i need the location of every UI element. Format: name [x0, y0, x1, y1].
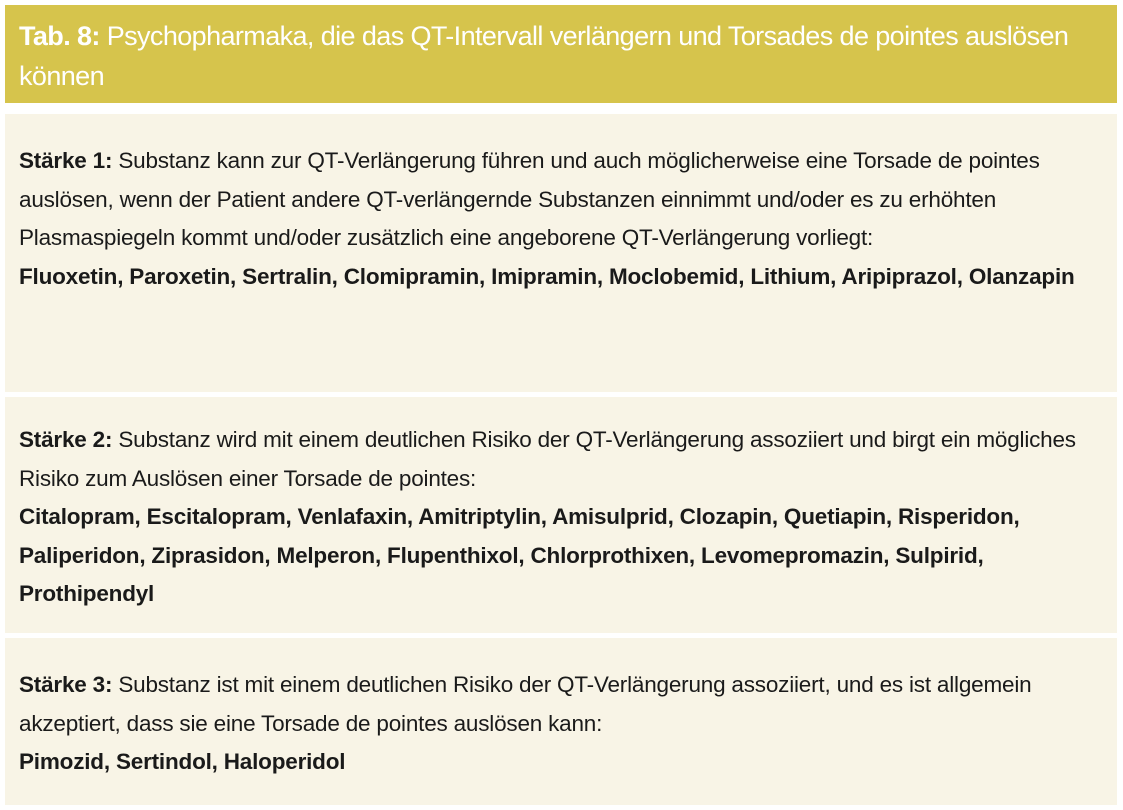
section-description: Substanz kann zur QT-Verlängerung führen und auch möglicherweise eine Torsade de pointes auslösen, wenn der Patient andere QT-verlängernde Substanzen einnimmt und/oder es zu erhöhten Plasmaspiegeln kommt und/oder zusätzlich eine angeborene QT-Verlängerung vorliegt: — [19, 148, 1040, 250]
drug-list: Pimozid, Sertindol, Haloperidol — [19, 749, 346, 774]
section-label: Stärke 1: — [19, 148, 113, 173]
section-staerke-3 — [5, 638, 1117, 805]
section-description-paragraph — [19, 666, 1103, 743]
section-description-paragraph — [19, 421, 1103, 498]
section-description: Substanz ist mit einem deutlichen Risiko der QT-Verlängerung assoziiert, und es ist allgemein akzeptiert, dass sie eine Torsade de pointes auslösen kann: — [19, 672, 1032, 736]
section-description-paragraph — [19, 142, 1103, 258]
section-staerke-1 — [5, 114, 1117, 392]
table-number: Tab. 8: — [19, 21, 100, 51]
section-label: Stärke 2: — [19, 427, 113, 452]
section-label: Stärke 3: — [19, 672, 113, 697]
table-header — [5, 5, 1117, 103]
drug-list: Fluoxetin, Paroxetin, Sertralin, Clomipramin, Imipramin, Moclobemid, Lithium, Aripiprazol, Olanzapin — [19, 263, 1075, 289]
section-staerke-2 — [5, 397, 1117, 633]
section-description: Substanz wird mit einem deutlichen Risiko der QT-Verlängerung assoziiert und birgt ein mögliches Risiko zum Auslösen einer Torsade de pointes: — [19, 427, 1076, 491]
drug-list: Citalopram, Escitalopram, Venlafaxin, Amitriptylin, Amisulprid, Clozapin, Quetiapin, Risperidon, Paliperidon, Ziprasidon, Melperon, Flupenthixol, Chlorprothixen, Levomepromazin, Sulpirid, Prothipendyl — [19, 504, 1020, 606]
table-title: Psychopharmaka, die das QT-Intervall verlängern und Torsades de pointes auslösen können — [19, 21, 1069, 91]
